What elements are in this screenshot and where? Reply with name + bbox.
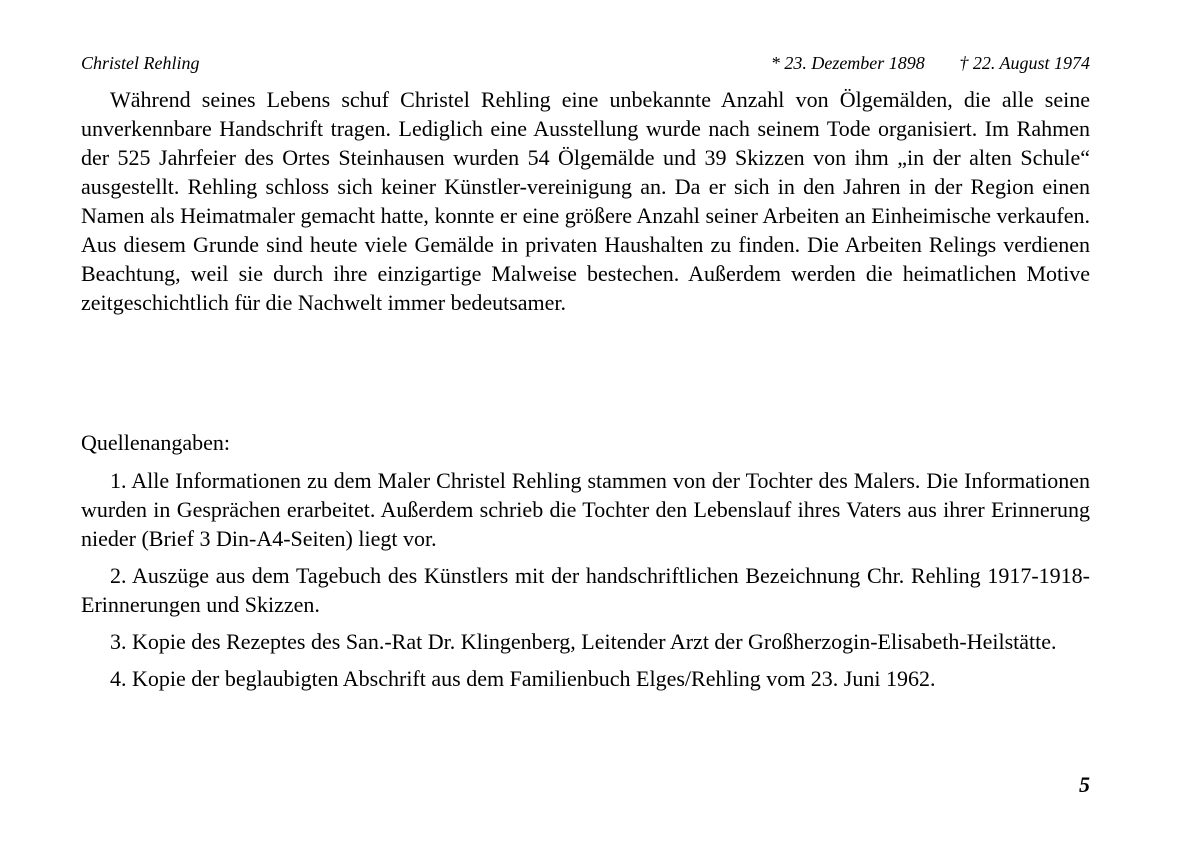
source-item-4: 4. Kopie der beglaubigten Abschrift aus dem Familienbuch Elges/Rehling vom 23. Juni 1962. <box>110 666 936 691</box>
header-dates <box>771 51 1090 75</box>
document-page <box>81 0 1090 841</box>
header-death-date: † 22. August 1974 <box>959 53 1090 73</box>
header-birth-date: * 23. Dezember 1898 <box>770 53 925 73</box>
running-header <box>81 51 1090 75</box>
source-item-2: 2. Auszüge aus dem Tagebuch des Künstlers mit der handschriftlichen Bezeichnung Chr. Rehling 1917-1918-Erinnerungen und Skizzen. <box>81 563 1090 617</box>
body-paragraph: Während seines Lebens schuf Christel Rehling eine unbekannte Anzahl von Ölgemälden, die alle seine unverkennbare Handschrift tragen. Lediglich eine Ausstellung wurde nach seinem Tode organisiert. Im Rahmen der 525 Jahrfeier des Ortes Steinhausen wurden 54 Ölgemälde und 39 Skizzen von ihm „in der alten Schule“ ausgestellt. Rehling schloss sich keiner Künstler-vereinigung an. Da er sich in den Jahren in der Region einen Namen als Heimatmaler gemacht hatte, konnte er eine größere Anzahl seiner Arbeiten an Einheimische verkaufen. Aus diesem Grunde sind heute viele Gemälde in privaten Haushalten zu finden. Die Arbeiten Relings verdienen Beachtung, weil sie durch ihre einzigartige Malweise bestechen. Außerdem werden die heimatlichen Motive zeitgeschichtlich für die Nachwelt immer bedeutsamer. <box>81 87 1090 315</box>
header-author: Christel Rehling <box>81 53 200 73</box>
main-text <box>81 85 1090 317</box>
sources-heading: Quellenangaben: <box>81 430 231 455</box>
source-item-3: 3. Kopie des Rezeptes des San.-Rat Dr. Klingenberg, Leitender Arzt der Großherzogin-Elisabeth-Heilstätte. <box>110 629 1057 654</box>
page-number: 5 <box>1079 772 1090 797</box>
sources-list <box>81 466 1090 701</box>
source-item-1: 1. Alle Informationen zu dem Maler Christel Rehling stammen von der Tochter des Malers. Die Informationen wurden in Gesprächen erarbeitet. Außerdem schrieb die Tochter den Lebenslauf ihres Vaters aus ihrer Erinnerung nieder (Brief 3 Din-A4-Seiten) liegt vor. <box>81 468 1090 551</box>
